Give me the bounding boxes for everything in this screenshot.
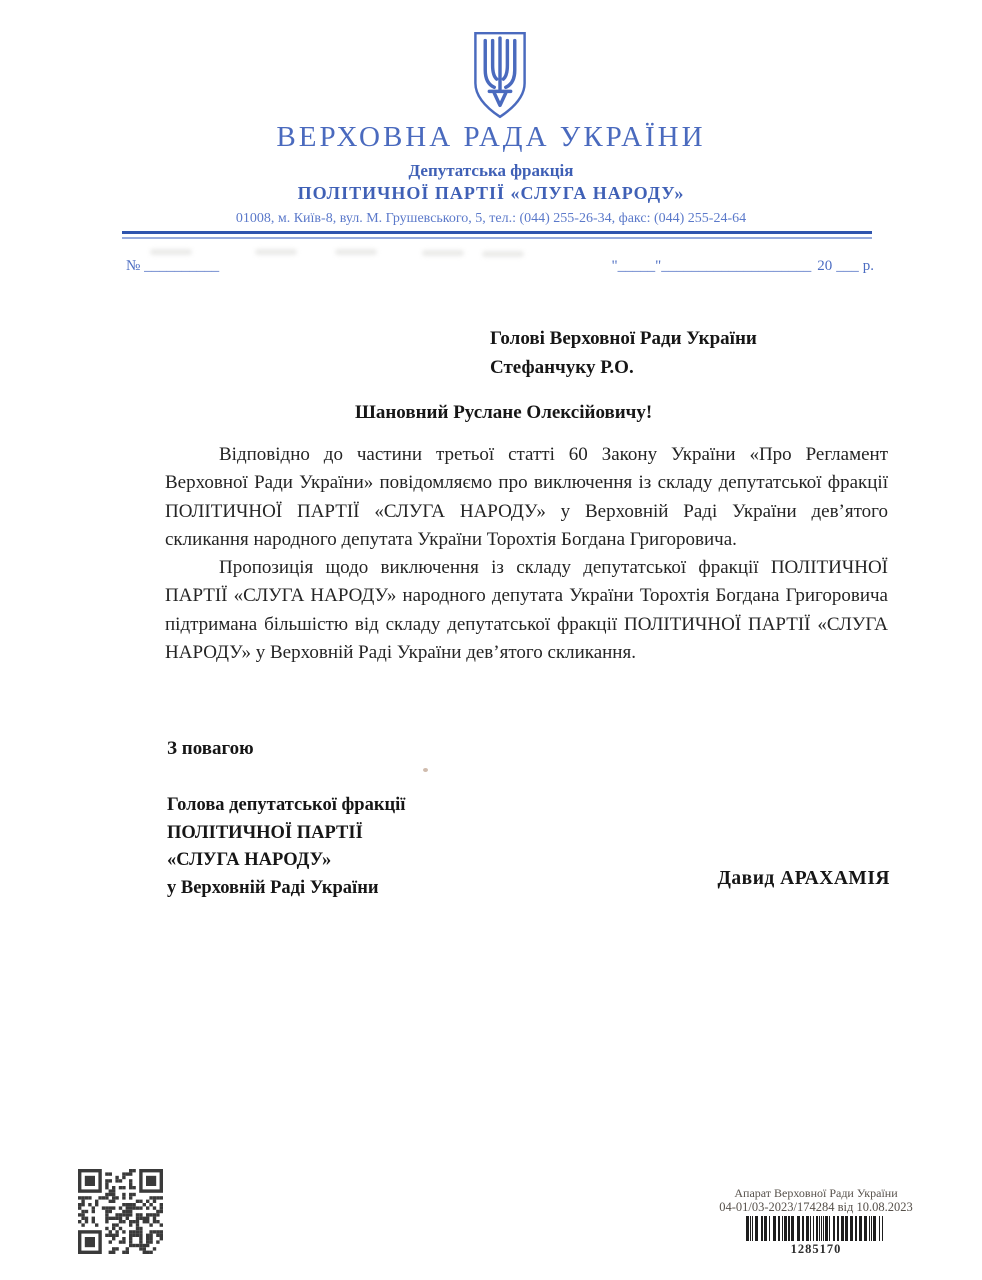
closing-regards: З повагою xyxy=(167,738,254,759)
barcode-icon xyxy=(746,1216,886,1241)
body-paragraph-1: Відповідно до частини третьої статті 60 Закону України «Про Регламент Верховної Ради України» повідомляємо про виключення із складу депутатської фракції ПОЛІТИЧНОЇ ПАРТІЇ «СЛУГА НАРОДУ» у Верховній Раді України дев’ятого скликання народного депутата України Торохтія Богдана Григоровича. xyxy=(165,444,888,550)
registration-stamp xyxy=(688,1186,944,1256)
signer-title-line-1: Голова депутатської фракції xyxy=(167,795,406,815)
faction-subtitle: Депутатська фракція xyxy=(408,161,574,180)
address-line: 01008, м. Київ-8, вул. М. Грушевського, 5, тел.: (044) 255-26-34, факс: (044) 255-24-64 xyxy=(235,211,747,226)
document-number-blank: № __________ xyxy=(126,258,220,274)
signer-title-line-2: ПОЛІТИЧНОЇ ПАРТІЇ xyxy=(167,822,363,843)
scan-artifact xyxy=(150,249,192,255)
recipient-line-1: Голові Верховної Ради України xyxy=(490,328,757,349)
scan-artifact-dot xyxy=(423,768,428,772)
party-subtitle: ПОЛІТИЧНОЇ ПАРТІЇ «СЛУГА НАРОДУ» xyxy=(297,183,685,203)
reference-line xyxy=(126,258,874,284)
signer-title-line-3: «СЛУГА НАРОДУ» xyxy=(167,850,332,870)
signer-name: Давид АРАХАМІЯ xyxy=(717,868,890,889)
trident-emblem-icon xyxy=(459,29,541,121)
recipient-block xyxy=(490,324,757,382)
stamp-number-line: 04-01/03-2023/174284 від 10.08.2023 xyxy=(719,1200,913,1214)
barcode-number: 1285170 xyxy=(790,1242,842,1256)
salutation: Шановний Руслане Олексійовичу! xyxy=(355,402,653,423)
stamp-org-line: Апарат Верховної Ради України xyxy=(734,1186,898,1200)
qr-code-icon xyxy=(78,1169,163,1254)
header-divider xyxy=(122,231,872,239)
letter-body xyxy=(165,441,888,667)
signer-title-block xyxy=(167,792,405,902)
recipient-line-2: Стефанчуку Р.О. xyxy=(490,357,634,378)
org-name: ВЕРХОВНА РАДА УКРАЇНИ xyxy=(276,121,706,153)
signer-title-line-4: у Верховній Раді України xyxy=(167,877,379,898)
document-date-blank: "_____"____________________ 20 ___ р. xyxy=(611,258,874,274)
body-paragraph-2: Пропозиція щодо виключення із складу депутатської фракції ПОЛІТИЧНОЇ ПАРТІЇ «СЛУГА НАРОДУ» народного депутата України Торохтія Богдана Григоровича підтримана більшістю від складу депутатської фракції ПОЛІТИЧНОЇ ПАРТІЇ «СЛУГА НАРОДУ» у Верховній Раді України дев’ятого скликання. xyxy=(165,557,888,664)
